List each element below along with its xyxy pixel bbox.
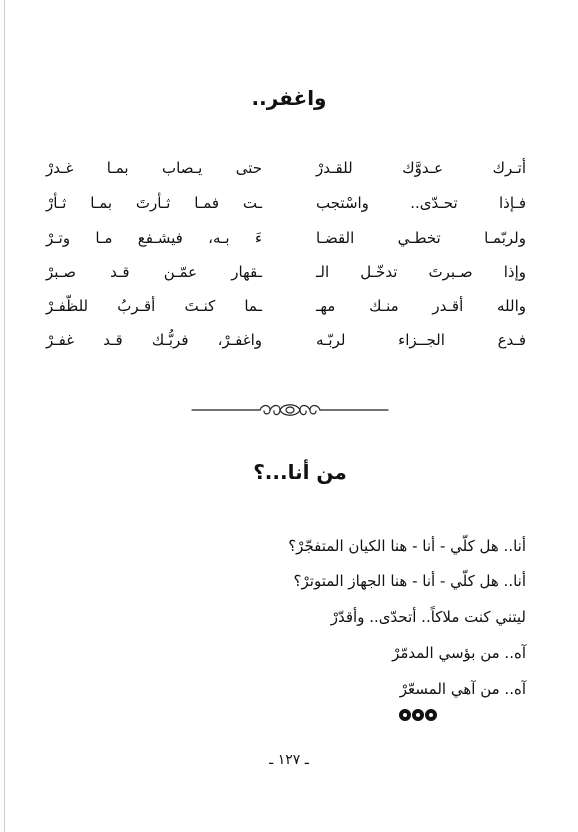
verse-2-right: فـإذا تحـدّى.. واسْتجب [316,194,526,212]
poem-line-4: آه.. من بؤسي المدمّرْ [392,644,526,662]
poem-line-5: آه.. من آهي المسعّرْ [399,680,526,698]
verse-2-left: ـت فمـا ثـأرتَ بمـا ثـأرْ [46,194,262,212]
section-title-waghfir: واغفر.. [251,86,327,110]
verse-1-right: أتـرك عـدوَّك للقـدرْ [316,159,526,177]
verse-5-right: والله أقـدر منـك مهـ [316,297,526,315]
poem-line-1: أنا.. هل كلّي - أنا - هنا الكيان المتفجّرْ؟ [288,537,526,555]
page-number: ـ ١٢٧ ـ [269,752,309,768]
page-edge-line [4,0,5,832]
verse-5-left: ـما كنـتَ أقـربُ للظّفـرْ [46,297,262,315]
verse-1-left: حتى يـصاب بمـا غـدرْ [46,159,262,177]
flourish-ornament-icon [190,398,390,422]
verse-3-right: ولربّمـا تخطـي القضـا [316,229,526,247]
poem-line-3: ليتني كنت ملاكاً.. أتحدّى.. وأقدّرْ [330,608,526,626]
section-title-man-ana: من أنا...؟ [253,460,347,484]
verse-4-right: وإذا صـبرتَ تدخّـل الـ [316,263,526,281]
end-rosettes-icon [398,707,438,723]
verse-4-left: ـقهار عمّـن قـد صـبرْ [46,263,262,281]
verse-6-left: واغفـرْ، فربُّـك قـد غفـرْ [46,331,262,349]
verse-3-left: ءَ بـه، فيشـفع مـا وتـرْ [46,229,262,247]
verse-6-right: فـدع الجــزاء لربّـه [316,331,526,349]
poem-line-2: أنا.. هل كلّي - أنا - هنا الجهاز المتوترْ؟ [293,572,526,590]
